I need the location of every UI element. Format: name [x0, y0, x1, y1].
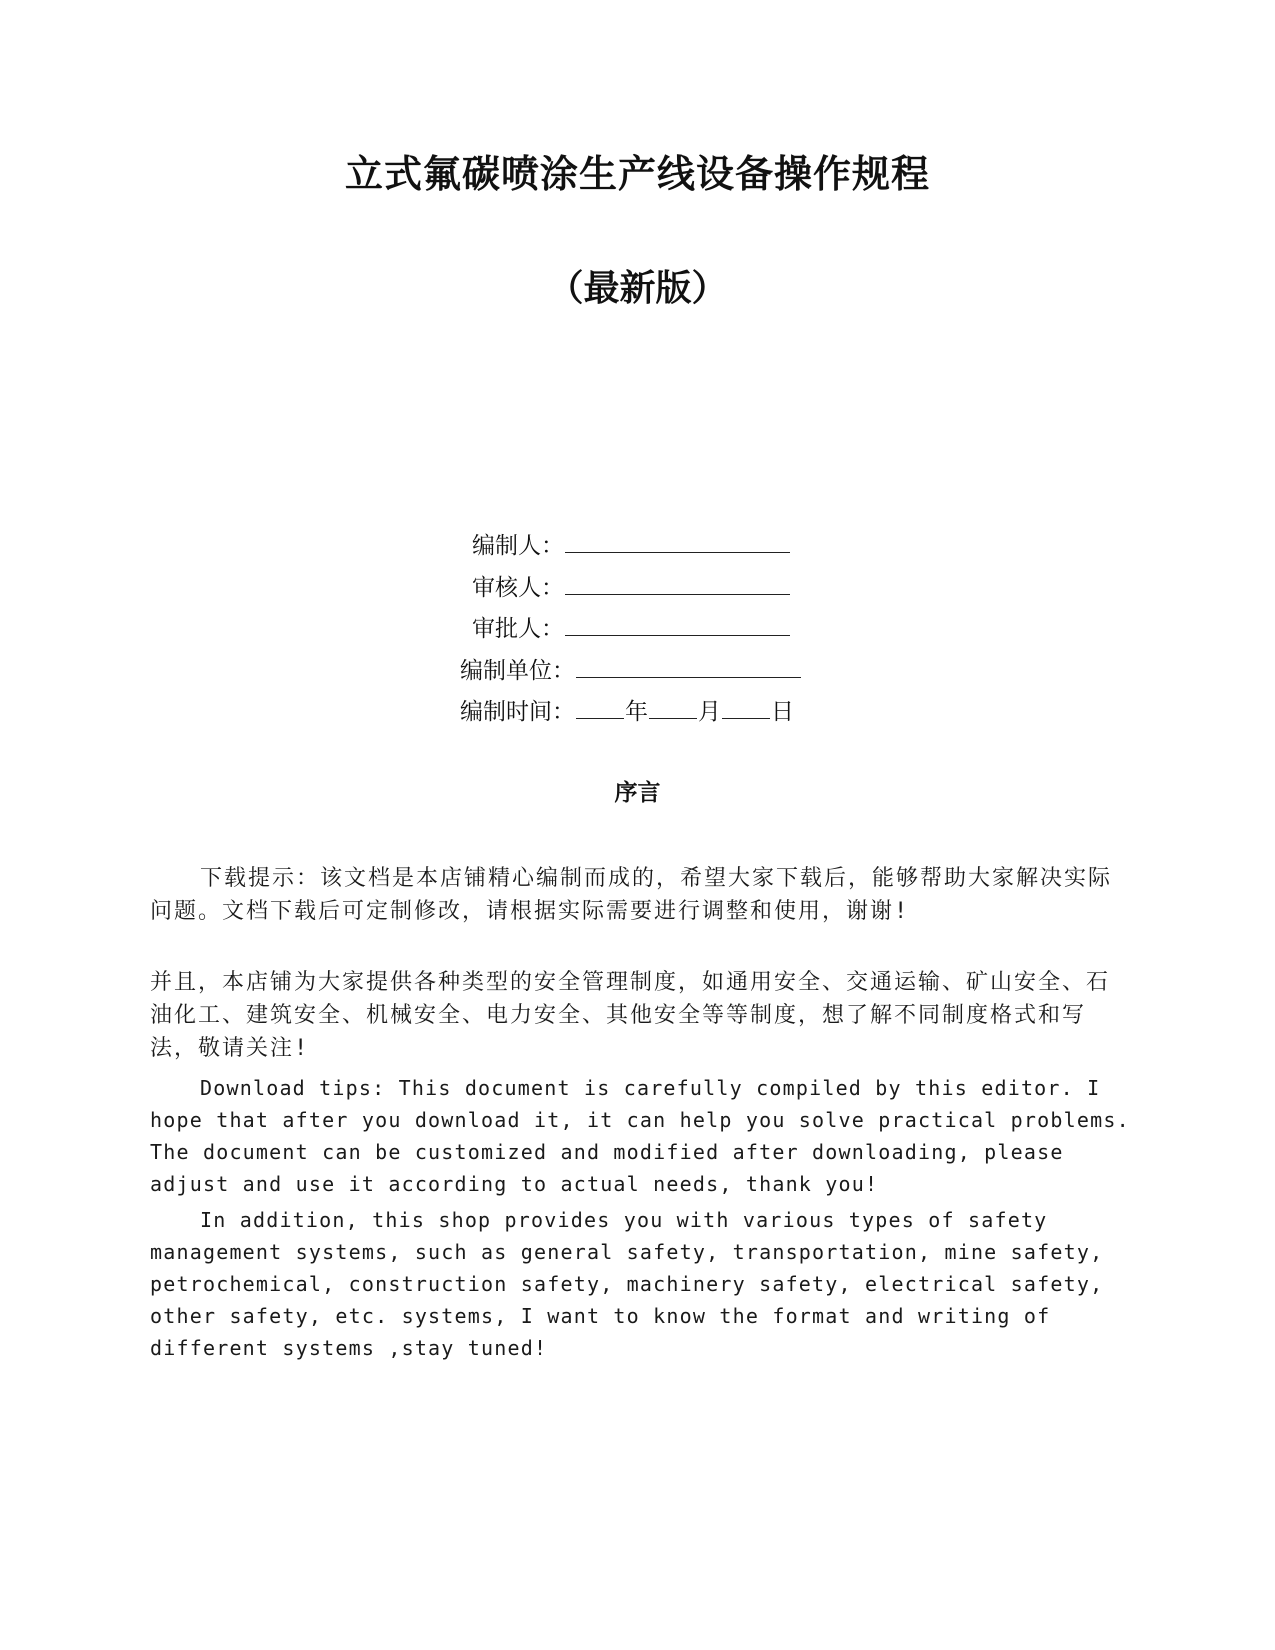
preface-heading: 序言 — [614, 780, 661, 806]
addition-en: In addition, this shop provides you with various types of safety management systems, such as general safety, transportation, mine safety, petrochemical, construction safety, machinery safety, electrical safety, other safety, etc. systems, I want to know the format and writing of different systems ,stay tuned! — [150, 1208, 1104, 1360]
signature-block — [460, 526, 840, 734]
year-blank — [576, 696, 624, 719]
unit-row — [460, 651, 840, 693]
year-label: 年 — [625, 699, 648, 725]
document-title: 立式氟碳喷涂生产线设备操作规程 — [344, 151, 930, 196]
approver-blank — [565, 613, 790, 636]
date-label: 编制时间： — [460, 699, 575, 725]
reviewer-label: 审核人： — [472, 574, 564, 601]
download-tip-cn: 下载提示：该文档是本店铺精心编制而成的，希望大家下载后，能够帮助大家解决实际问题。文档下载后可定制修改，请根据实际需要进行调整和使用，谢谢! — [150, 866, 1113, 924]
unit-label: 编制单位： — [460, 657, 575, 684]
document-subtitle: （最新版） — [547, 267, 728, 309]
day-label: 日 — [771, 699, 794, 725]
unit-blank — [576, 655, 801, 678]
compiler-label: 编制人： — [472, 533, 564, 559]
addition-cn: 并且，本店铺为大家提供各种类型的安全管理制度，如通用安全、交通运输、矿山安全、石油化工、建筑安全、机械安全、电力安全、其他安全等等制度，想了解不同制度格式和写法，敬请关注! — [150, 970, 1111, 1061]
month-blank — [649, 696, 697, 719]
reviewer-row — [460, 568, 840, 610]
compiler-row — [460, 526, 840, 568]
date-row — [460, 692, 840, 734]
approver-label: 审批人： — [472, 616, 564, 642]
reviewer-blank — [565, 572, 790, 595]
month-label: 月 — [698, 699, 721, 725]
approver-row — [460, 609, 840, 651]
day-blank — [722, 696, 770, 719]
download-tip-en: Download tips: This document is carefully compiled by this editor. I hope that after you download it, it can help you solve practical problems. The document can be customized and modified after downloading, please adjust and use it according to actual needs, thank you! — [150, 1076, 1130, 1196]
compiler-blank — [565, 530, 790, 553]
